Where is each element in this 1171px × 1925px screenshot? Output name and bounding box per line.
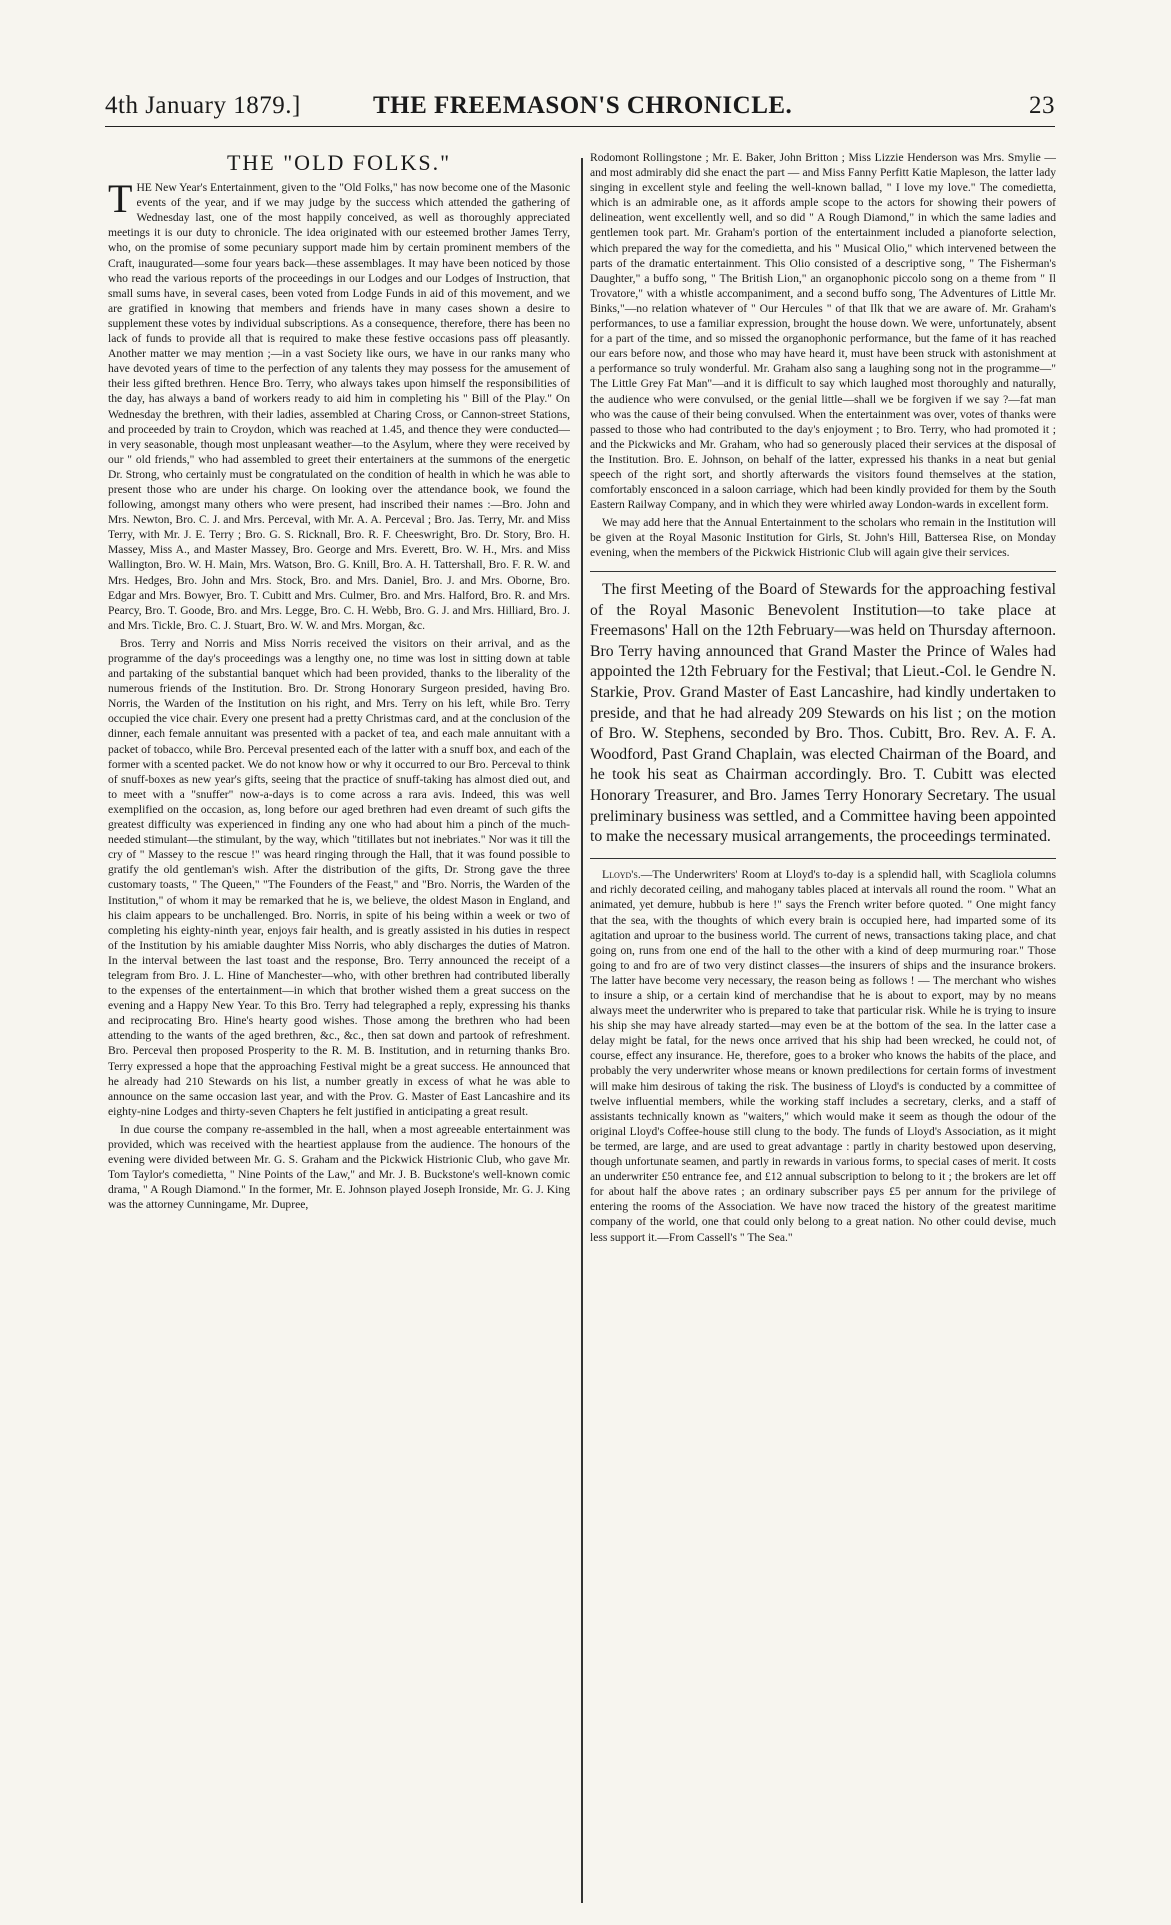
section-divider xyxy=(590,858,1056,860)
lloyds-text: —The Underwriters' Room at Lloyd's to-day is a splendid hall, with Scagliola columns and richly decorated ceiling, and mahogany tables placed at intervals all round the room. " What an animated, yet demure, hubbub is here !" says the French writer before quoted. " One might fancy that the sea, with the thoughts of which every brain is occupied here, had imparted some of its agitation and uproar to the business world. The current of news, transactions taking place, and chat going on, runs from one end of the hall to the other with a kind of deep murmuring roar." Those going to and fro are of two very distinct classes—the insurers of ships and the insurance brokers. The latter have become very necessary, the reason being as follows ! — The merchant who wishes to insure a ship, or a certain kind of merchandise that he is about to export, may by no means always meet the underwriter who is prepared to take that particular risk. While he is trying to insure his ship she may have already started—may even be at the bottom of the sea. In the latter case a delay might be fatal, for the news once arrived that his ship had been wrecked, he could not, of course, effect any insurance. He, therefore, goes to a broker who knows the habits of the place, and probably the very underwriter whose means or known predilections for certain forms of investment will make him desirous of taking the risk. The business of Lloyd's is conducted by a committee of twelve influential members, while the working staff includes a secretary, clerks, and a staff of assistants technically known as "waiters," which would make it seem as though the odour of the original Lloyd's Coffee-house still clung to the body. The funds of Lloyd's Association, as it might be termed, are large, and are used to great advantage : partly in charity bestowed upon deserving, though unfortunate seamen, and partly in rewards in various forms, to special cases of merit. It costs an underwriter £50 entrance fee, and £12 annual subscription to belong to it ; the brokers are let off for about half the above rates ; an ordinary subscriber pays £5 per annum for the privilege of entering the rooms of the Association. We have now traced the history of the greatest maritime company of the world, one that could only belong to a great nation. No other could devise, much less support it.—From Cassell's " The Sea." xyxy=(590,868,1056,1244)
right-column xyxy=(590,150,1056,1905)
article-paragraph: In due course the company re-assembled in the hall, when a most agreeable entertainment was provided, which was received with the heartiest applause from the audience. The honours of the evening were divided between Mr. G. S. Graham and the Pickwick Histrionic Club, who gave Mr. Tom Taylor's comedietta, " Nine Points of the Law," and Mr. J. B. Buckstone's well-known comic drama, " A Rough Diamond." In the former, Mr. E. Johnson played Joseph Ironside, Mr. G. J. King was the attorney Cunningame, Mr. Dupree, xyxy=(108,1122,570,1212)
drop-cap: T xyxy=(108,176,133,222)
article-continuation: Rodomont Rollingstone ; Mr. E. Baker, John Britton ; Miss Lizzie Henderson was Mrs. Smylie — and most admirably did she enact the part — and Miss Fanny Perfitt Katie Mapleson, the latter lady singing in excellent style and feeling the well-known ballad, " I love my love." The comedietta, which is an admirable one, as it affords ample scope to the actors for showing their powers of delineation, went excellently well, and so did " A Rough Diamond," in which the same ladies and gentlemen took part. Mr. Graham's portion of the entertainment included a pianoforte selection, which prepared the way for the comedietta, and his " Musical Olio," which intervened between the parts of the dramatic entertainment. This Olio consisted of a descriptive song, " The Fisherman's Daughter," a buffo song, " The British Lion," an organophonic piccolo song on a theme from " Il Trovatore," with a whistle accompaniment, and a second buffo song, The Adventures of Little Mr. Binks,"—no relation whatever of " Our Hercules " of that Ilk that we are aware of. Mr. Graham's performances, to use a familiar expression, brought the house down. We were, unfortunately, absent for a part of the time, and so missed the organophonic performance, but the fame of it has reached our ears before now, and those who may have heard it, must have been struck with astonishment at a performance so truly wonderful. Mr. Graham also sang a laughing song not in the programme—" The Little Grey Fat Man"—and it is difficult to say which laughed most thoroughly and naturally, the audience who were convulsed, or the genial little—shall we be forgiven if we say ?—fat man who was the cause of their being convulsed. When the entertainment was over, votes of thanks were passed to those who had contributed to the day's enjoyment ; to Bro. Terry, who had promoted it ; and the Pickwicks and Mr. Graham, who had so generously placed their services at the disposal of the Institution. Bro. E. Johnson, on behalf of the latter, expressed his thanks in a neat but genial speech of the right sort, and shortly afterwards the visitors found themselves at the station, comfortably ensconced in a saloon carriage, which had been kindly provided for them by the South Eastern Railway Company, and in which they were whirled away London-wards in excellent form. xyxy=(590,151,1056,512)
article-paragraph: We may add here that the Annual Entertainment to the scholars who remain in the Institution will be given at the Royal Masonic Institution for Girls, St. John's Hill, Battersea Rise, on Monday evening, when the members of the Pickwick Histrionic Club will again give their services. xyxy=(590,516,1056,560)
article-paragraph-text: HE New Year's Entertainment, given to the "Old Folks," has now become one of the Masonic events of the year, and if we may judge by the success which attended the gathering of Wednesday last, one of the most happily conceived, as well as thoroughly appreciated meetings it is our duty to chronicle. The idea originated with our esteemed brother James Terry, who, on the promise of some pecuniary support made him by certain prominent members of the Craft, inaugurated—some four years back—these assemblages. It may have been noticed by those who read the various reports of the proceedings in our Lodges and our Lodges of Instruction, that small sums have, in several cases, been voted from Lodge Funds in aid of this movement, and we are gratified in knowing that members and friends have in many cases shown a desire to supplement these votes by individual subscriptions. As a consequence, therefore, there has been no lack of funds to provide all that is required to make these festive occasions pass off pleasantly. Another matter we may mention ;—in a vast Society like ours, we have in our ranks many who have devoted years of time to the perfection of any talents they may possess for the amusement of their less gifted brethren. Hence Bro. Terry, who always takes upon himself the responsibilities of the day, has always a band of workers ready to aid him in completing his " Bill of the Play." On Wednesday the brethren, with their ladies, assembled at Charing Cross, or Cannon-street Stations, and proceeded by train to Croydon, which was reached at 1.45, and thence they were conducted—in very seasonable, though most unpleasant weather—to the Asylum, where they were received by our " old friends," who had assembled to greet their entertainers at the summons of the energetic Dr. Strong, who certainly must be congratulated on the condition of health in which he was able to present those who are under his charge. On looking over the attendance book, we found the following, amongst many others who were present, had inscribed their names :—Bro. John and Mrs. Newton, Bro. C. J. and Mrs. Perceval, with Mr. A. A. Perceval ; Bro. Jas. Terry, Mr. and Miss Terry, with Mr. J. E. Terry ; Bro. G. S. Ricknall, Bro. R. F. Cheeswright, Bro. Dr. Story, Bro. H. Massey, Miss A., and Master Massey, Bro. George and Mrs. Everett, Bro. W. H., Mrs. and Miss Wallington, Bro. W. H. Main, Mrs. Watson, Bro. G. Knill, Bro. A. H. Tattershall, Bro. F. R. W. and Mrs. Hedges, Bro. John and Mrs. Stock, Bro. and Mrs. Daniel, Bro. J. and Mrs. Oborne, Bro. Edgar and Mrs. Bowyer, Bro. T. Cubitt and Mrs. Culmer, Bro. and Mrs. Halford, Bro. R. and Mrs. Pearcy, Bro. T. Goode, Bro. and Mrs. Legge, Bro. C. H. Webb, Bro. G. J. and Mrs. Hilliard, Bro. J. and Mrs. Tickle, Bro. C. J. Stuart, Bro. W. W. and Mrs. Morgan, &c. xyxy=(108,181,570,632)
article-paragraph xyxy=(108,176,570,633)
section-divider xyxy=(590,571,1056,573)
header-date: 4th January 1879.] xyxy=(105,92,301,119)
page-header xyxy=(105,92,1055,127)
column-divider xyxy=(581,158,583,1903)
board-stewards-paragraph: The first Meeting of the Board of Stewards for the approaching festival of the Royal Masonic Benevolent Institution—to take place at Freemasons' Hall on the 12th February—was held on Thursday afternoon. Bro Terry having announced that Grand Master the Prince of Wales had appointed the 12th February for the Festival; that Lieut.-Col. le Gendre N. Starkie, Prov. Grand Master of East Lancashire, had kindly undertaken to preside, and that he had already 209 Stewards on his list ; on the motion of Bro. W. Stephens, seconded by Bro. Thos. Cubitt, Bro. Rev. A. F. A. Woodford, Past Grand Chaplain, was elected Chairman of the Board, and he took his seat as Chairman accordingly. Bro. T. Cubitt was elected Honorary Treasurer, and Bro. James Terry Honorary Secretary. The usual preliminary business was settled, and a Committee having been appointed to make the necessary musical arrangements, the proceedings terminated. xyxy=(590,581,1056,846)
lloyds-paragraph xyxy=(590,867,1056,1244)
article-paragraph: Bros. Terry and Norris and Miss Norris received the visitors on their arrival, and as the programme of the day's proceedings was a lengthy one, no time was lost in sitting down at table and partaking of the substantial banquet which had been provided, thanks to the liberality of the numerous friends of the Institution. Bro. Dr. Strong Honorary Surgeon presided, having Bro. Norris, the Warden of the Institution on his right, and Mrs. Terry on his left, while Bro. Terry occupied the vice chair. Every one present had a pretty Christmas card, and at the conclusion of the dinner, each female annuitant was presented with a packet of tea, and each male annuitant with a packet of tobacco, while Bro. Perceval presented each of the latter with a snuff box, and each of the former with a scented packet. We do not know how or why it occurred to our Bro. Perceval to think of snuff-boxes as new year's gifts, seeing that the practice of snuff-taking has almost died out, and to meet with a "snuffer" now-a-days is to come across a rara avis. Indeed, this was well exemplified on the occasion, as, long before our aged brethren had even dreamt of such gifts the greatest difficulty was experienced in finding any one who had about him a pinch of the much-needed stimulant—the stimulant, by the way, which "titillates but not inebriates." Nor was it till the cry of " Massey to the rescue !" was heard ringing through the Hall, that it was found possible to gratify the old gentleman's wish. After the distribution of the gifts, Dr. Strong gave the three customary toasts, " The Queen," "The Founders of the Feast," and "Bro. Norris, the Warden of the Institution," of whom it may be remarked that he is, we believe, the oldest Mason in England, and his claim appears to be unchallenged. Bro. Norris, in spite of his being within a week or two of completing his eighty-ninth year, enjoys fair health, and is greatly assisted in his duties in respect of the Institution by his amiable daughter Miss Norris, who ably discharges the duties of Matron. In the interval between the last toast and the response, Bro. Terry announced the receipt of a telegram from Bro. J. L. Hine of Manchester—who, with other brethren had contributed liberally to the expenses of the entertainment—in which that brother wished them a great success on the evening and a Happy New Year. To this Bro. Terry had telegraphed a reply, expressing his thanks and reciprocating Bro. Hine's hearty good wishes. Those among the brethren who had been attending to the wants of the aged brethren, &c., &c., then sat down and partook of refreshment. Bro. Perceval then proposed Prosperity to the R. M. B. Institution, and in returning thanks Bro. Terry expressed a hope that the approaching Festival might be a great success. He announced that he already had 210 Stewards on his list, a number greatly in excess of what he was able to announce on the same occasion last year, and with the Prov. G. Master of East Lancashire and its eighty-nine Lodges and thirty-seven Chapters he felt justified in anticipating a great result. xyxy=(108,636,570,1118)
header-page-number: 23 xyxy=(1029,92,1055,119)
left-column xyxy=(108,155,570,1905)
article-title: THE "OLD FOLKS." xyxy=(226,155,452,175)
lloyds-lead: Lloyd's. xyxy=(602,868,641,882)
header-title: THE FREEMASON'S CHRONICLE. xyxy=(373,92,793,119)
